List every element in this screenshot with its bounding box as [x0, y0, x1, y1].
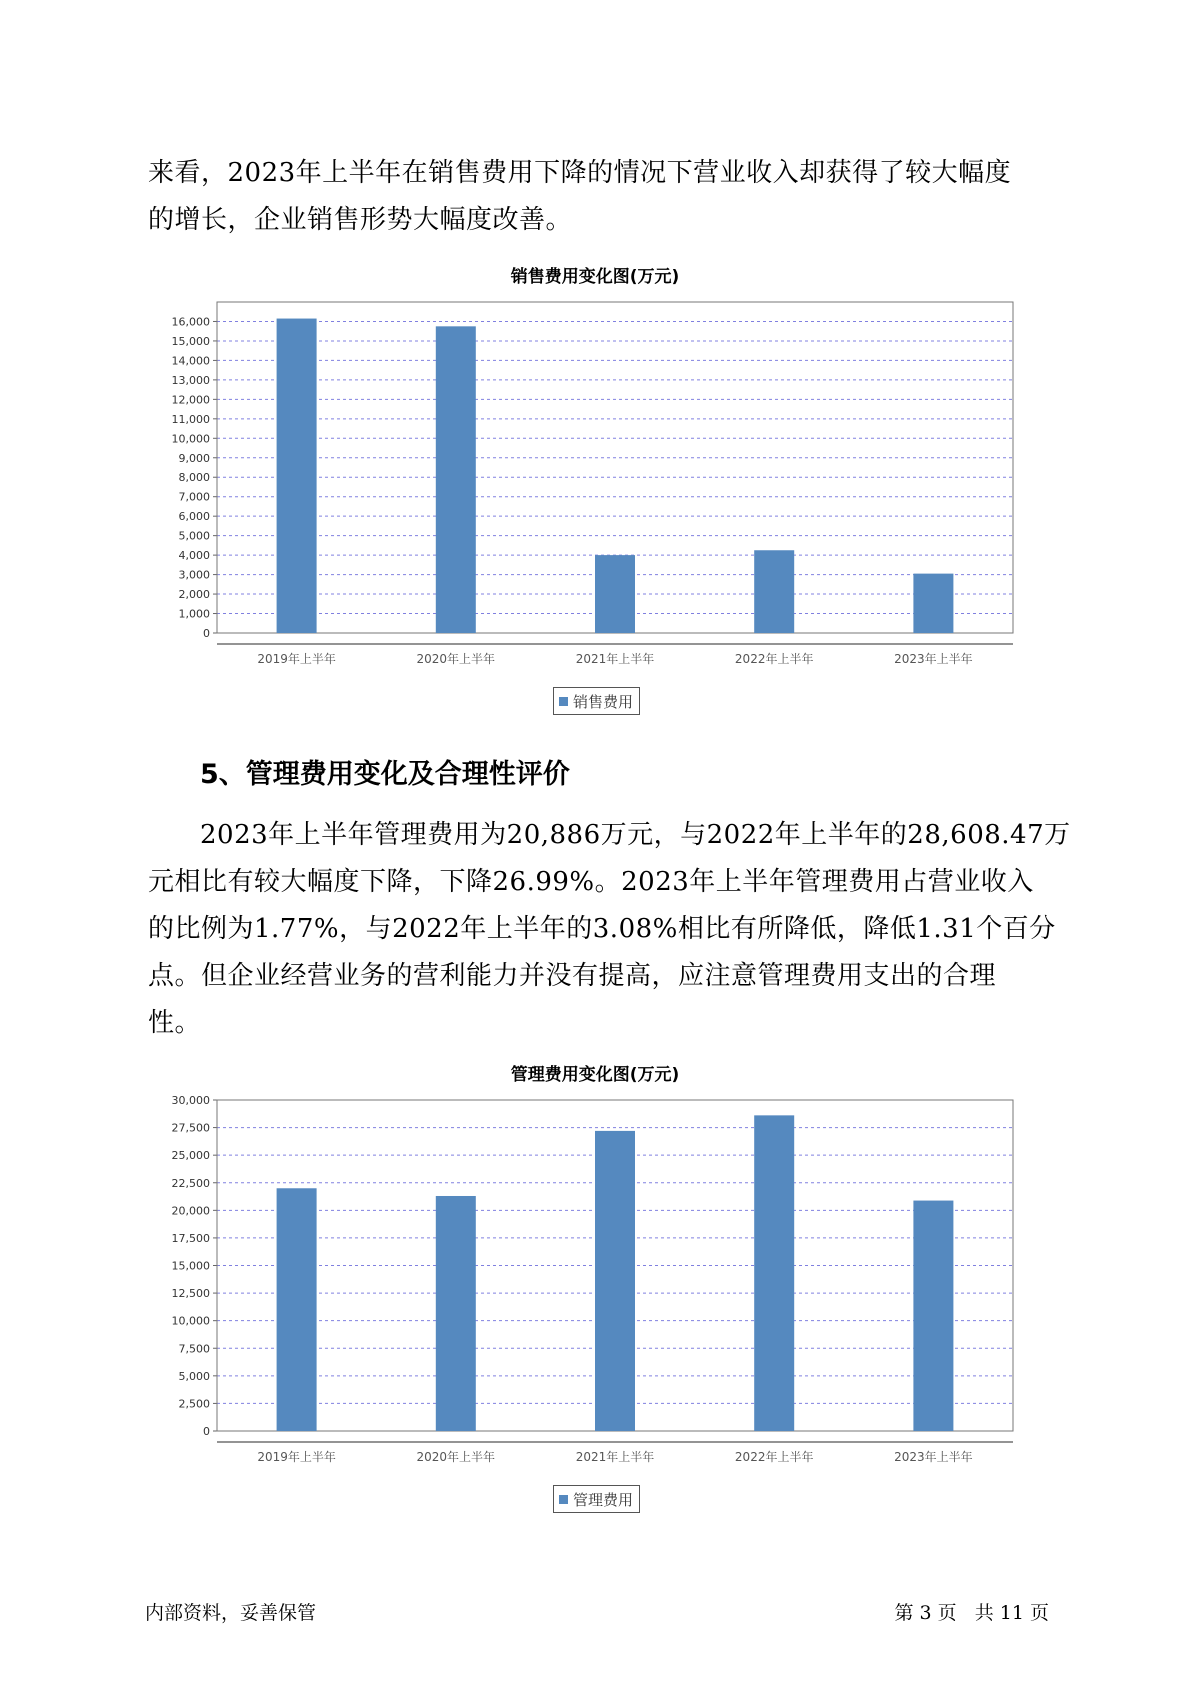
y-tick-label: 22,500 [171, 1176, 210, 1190]
footer-confidential-note: 内部资料，妥善保管 [145, 1602, 317, 1624]
x-tick-label: 2023年上半年 [894, 652, 973, 666]
y-tick-label: 15,000 [171, 334, 210, 348]
x-tick-label: 2019年上半年 [257, 1450, 336, 1464]
legend-swatch [559, 1495, 568, 1504]
bar [595, 555, 635, 633]
y-tick-label: 3,000 [178, 568, 210, 582]
bar [754, 550, 794, 633]
paragraph-line: 元相比有较大幅度下降，下降26.99%。2023年上半年管理费用占营业收入 [148, 867, 1034, 897]
page-total: 共 11 页 [974, 1602, 1049, 1624]
bar [277, 319, 317, 633]
bar [436, 1196, 476, 1431]
chart-legend [553, 687, 640, 715]
y-tick-label: 10,000 [171, 432, 210, 446]
y-tick-label: 5,000 [178, 529, 210, 543]
y-tick-label: 11,000 [171, 412, 210, 426]
x-tick-label: 2020年上半年 [416, 1450, 496, 1464]
y-tick-label: 15,000 [171, 1259, 210, 1273]
y-tick-label: 7,500 [178, 1342, 210, 1356]
x-tick-label: 2022年上半年 [734, 652, 814, 666]
mgmt-paragraph [148, 812, 1071, 1047]
x-tick-label: 2021年上半年 [575, 652, 655, 666]
y-tick-label: 1,000 [178, 607, 210, 621]
y-tick-label: 6,000 [178, 510, 210, 524]
mgmt-chart-plot [155, 1090, 1035, 1480]
y-tick-label: 27,500 [171, 1121, 210, 1135]
y-tick-label: 8,000 [178, 471, 210, 485]
x-tick-label: 2021年上半年 [575, 1450, 655, 1464]
paragraph-line: 性。 [148, 1008, 202, 1038]
chart-title: 管理费用变化图(万元) [510, 1065, 680, 1085]
y-tick-label: 20,000 [171, 1204, 210, 1218]
y-tick-label: 2,500 [178, 1397, 210, 1411]
y-tick-label: 16,000 [171, 315, 210, 329]
y-tick-label: 17,500 [171, 1231, 210, 1245]
sales-chart-plot [155, 292, 1035, 682]
paragraph-line: 来看，2023年上半年在销售费用下降的情况下营业收入却获得了较大幅度 [148, 158, 1012, 188]
y-tick-label: 0 [203, 627, 210, 640]
legend-label: 销售费用 [573, 692, 634, 711]
bar [913, 1201, 953, 1431]
paragraph-line: 的比例为1.77%，与2022年上半年的3.08%相比有所降低，降低1.31个百分 [148, 914, 1056, 944]
bar [595, 1131, 635, 1431]
y-tick-label: 12,000 [171, 393, 210, 407]
y-tick-label: 7,000 [178, 490, 210, 504]
paragraph-line: 点。但企业经营业务的营利能力并没有提高，应注意管理费用支出的合理 [148, 961, 997, 991]
x-tick-label: 2020年上半年 [416, 652, 496, 666]
x-tick-label: 2019年上半年 [257, 652, 336, 666]
y-tick-label: 4,000 [178, 549, 210, 563]
bar [436, 326, 476, 633]
bar [754, 1115, 794, 1431]
bar [277, 1188, 317, 1431]
y-tick-label: 5,000 [178, 1369, 210, 1383]
sales-expense-chart [155, 262, 1035, 722]
y-tick-label: 0 [203, 1425, 210, 1438]
chart-legend [553, 1485, 640, 1513]
legend-swatch [559, 697, 568, 706]
y-tick-label: 14,000 [171, 354, 210, 368]
x-tick-label: 2022年上半年 [734, 1450, 814, 1464]
bar [913, 574, 953, 633]
intro-paragraph [148, 150, 1048, 244]
section-heading: 5、管理费用变化及合理性评价 [200, 759, 570, 790]
y-tick-label: 13,000 [171, 373, 210, 387]
footer-page-info [894, 1598, 1049, 1625]
y-tick-label: 9,000 [178, 451, 210, 465]
y-tick-label: 12,500 [171, 1287, 210, 1301]
legend-label: 管理费用 [573, 1490, 634, 1509]
paragraph-line: 的增长，企业销售形势大幅度改善。 [148, 205, 573, 235]
y-tick-label: 2,000 [178, 588, 210, 602]
y-tick-label: 10,000 [171, 1314, 210, 1328]
chart-title: 销售费用变化图(万元) [510, 267, 680, 287]
x-tick-label: 2023年上半年 [894, 1450, 973, 1464]
y-tick-label: 25,000 [171, 1149, 210, 1163]
paragraph-line: 2023年上半年管理费用为20,886万元，与2022年上半年的28,608.47万 [200, 820, 1071, 850]
y-tick-label: 30,000 [171, 1094, 210, 1107]
mgmt-expense-chart [155, 1060, 1035, 1520]
page-number: 第 3 页 [894, 1602, 957, 1624]
